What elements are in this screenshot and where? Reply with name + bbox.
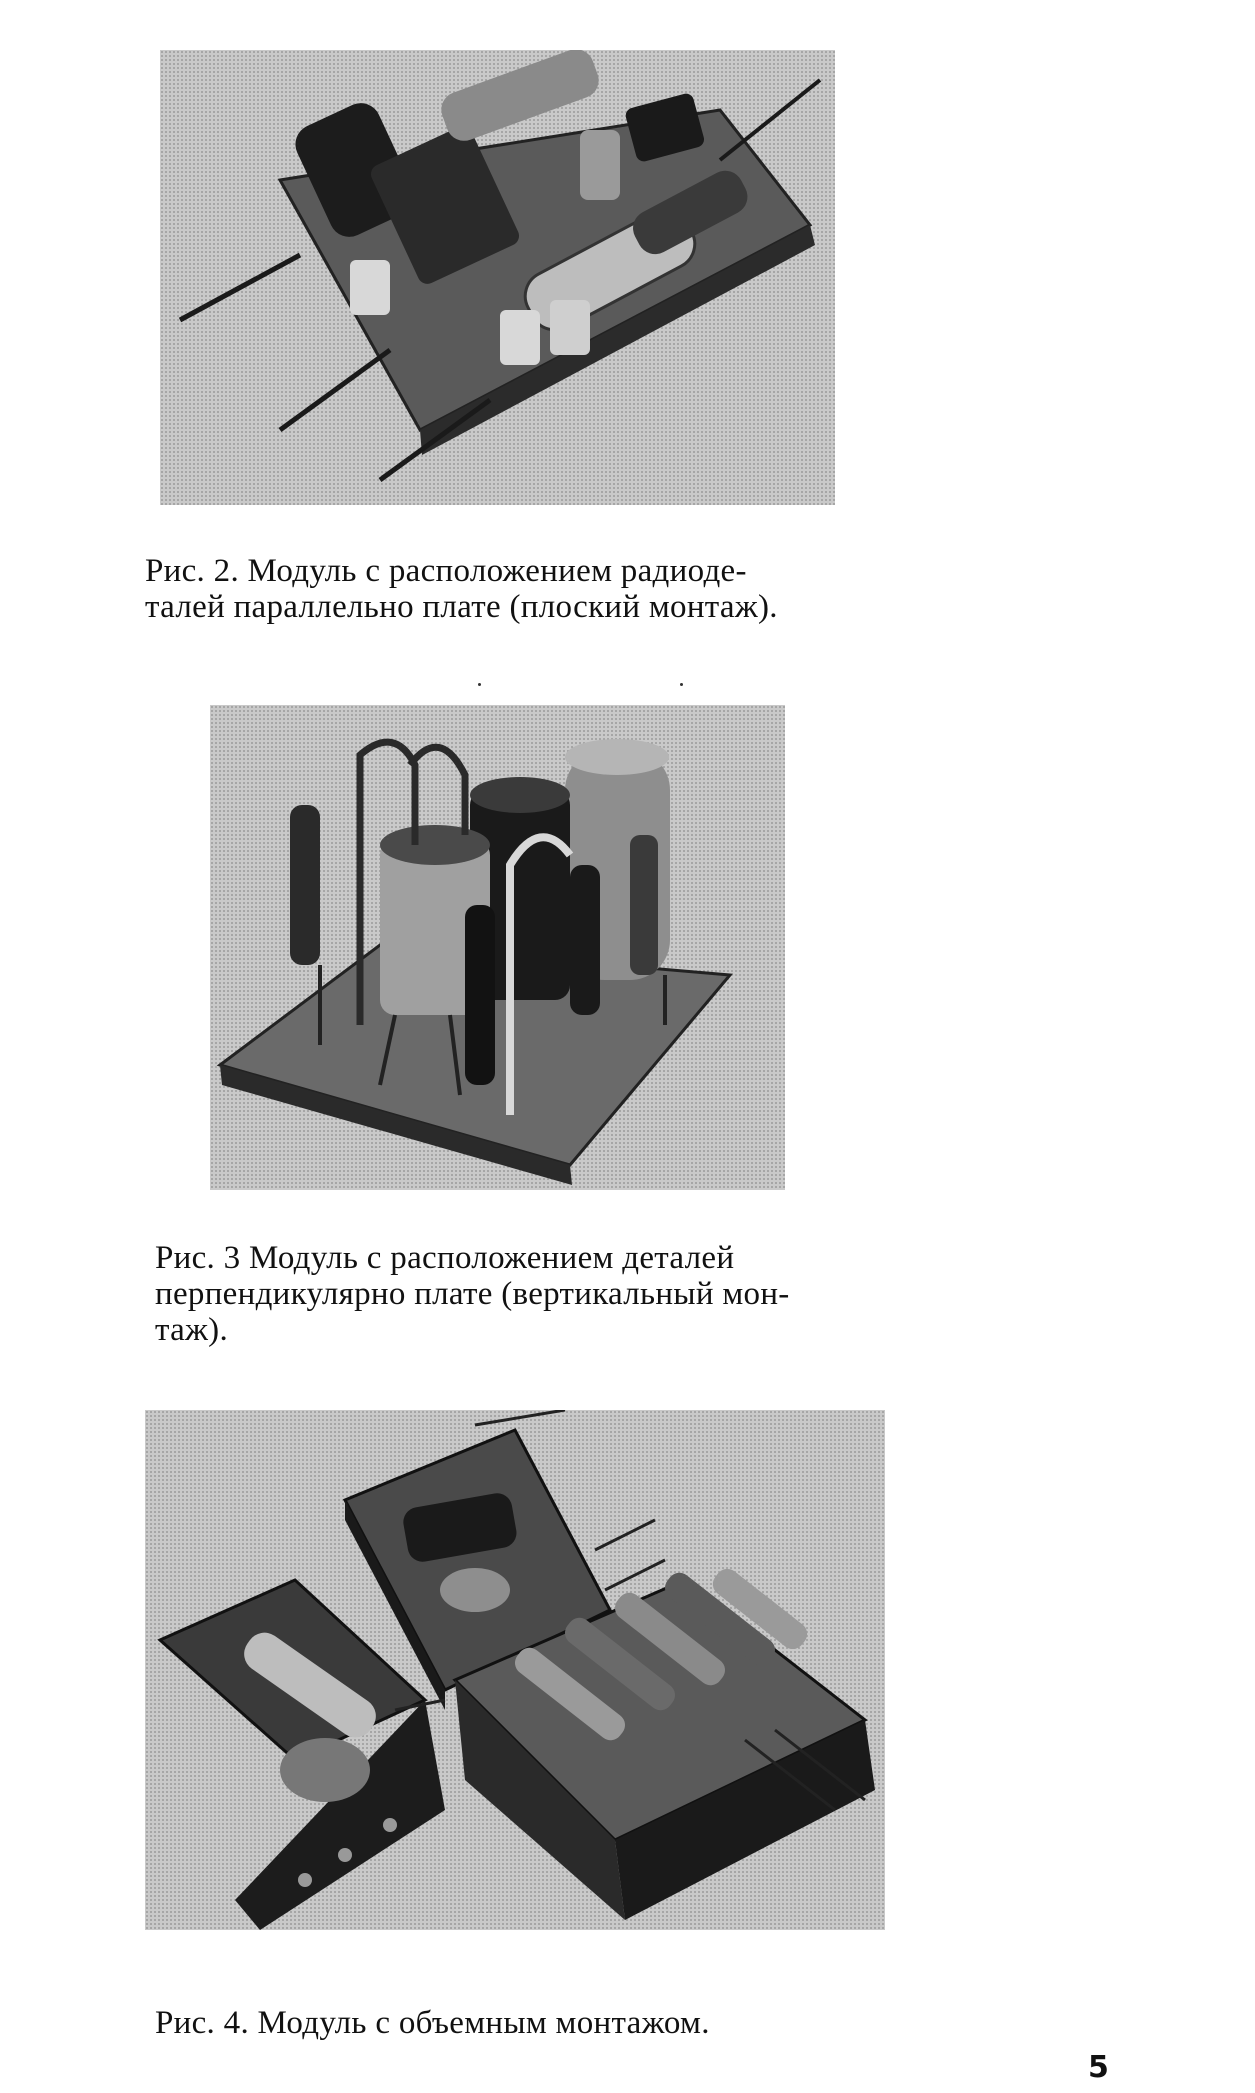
volumetric-modules-illustration	[145, 1410, 885, 1930]
scan-speck	[478, 683, 481, 686]
scan-speck	[680, 683, 683, 686]
vertical-module-illustration	[210, 705, 785, 1190]
figure-3-caption	[155, 1240, 790, 1348]
figure-3-caption-line-3: таж).	[155, 1312, 229, 1348]
flat-module-illustration	[160, 50, 835, 505]
figure-2-photo	[160, 50, 835, 505]
figure-2-caption	[145, 553, 778, 625]
figure-4-caption-line-1: Рис. 4. Модуль с объемным монтажом.	[155, 2005, 710, 2041]
figure-4-photo	[145, 1410, 885, 1930]
figure-3-caption-line-1: Рис. 3 Модуль с расположением деталей	[155, 1240, 735, 1276]
figure-2-caption-line-2: талей параллельно плате (плоский монтаж).	[145, 589, 778, 625]
figure-2-caption-line-1: Рис. 2. Модуль с расположением радиоде-	[145, 553, 747, 589]
figure-4-caption	[155, 2005, 710, 2041]
figure-3-caption-line-2: перпендикулярно плате (вертикальный мон-	[155, 1276, 790, 1312]
figure-3-photo	[210, 705, 785, 1190]
page-number: 5	[1088, 2050, 1109, 2085]
